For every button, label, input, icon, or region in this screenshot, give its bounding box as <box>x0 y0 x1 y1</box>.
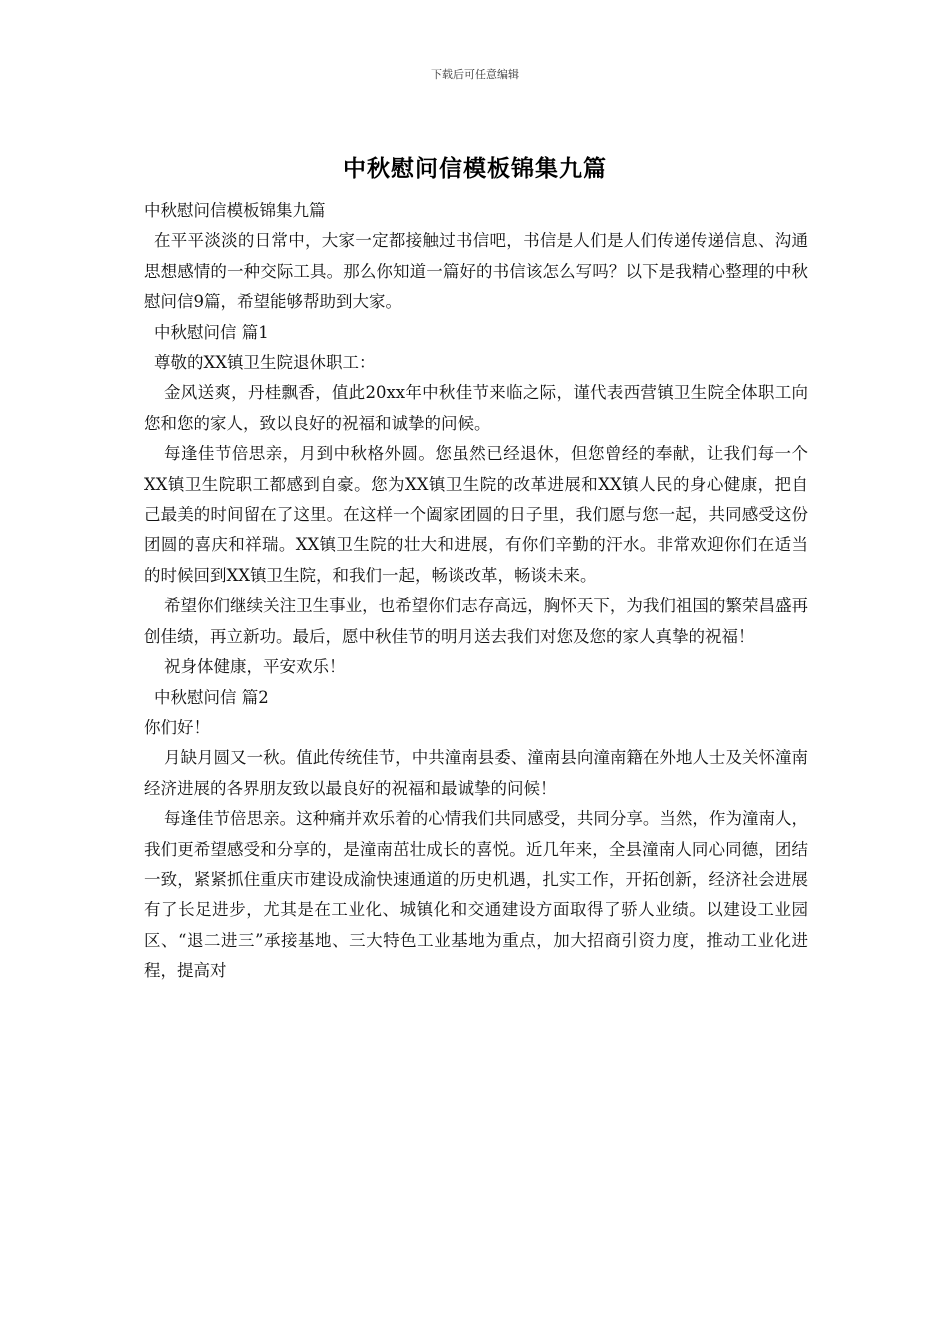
closing-wish: 祝身体健康，平安欢乐！ <box>164 657 346 677</box>
paragraph: 每逢佳节倍思亲。这种痛并欢乐着的心情我们共同感受，共同分享。当然，作为潼南人，我们更希望感受和分享的，是潼南茁壮成长的喜悦。近几年来，全县潼南人同心同德，团结一致，紧紧抓住重庆市建设成渝快速通道的历史机遇，扎实工作，开拓创新，经济社会进展有了长足进步，尤其是在工业化、城镇化和交通建设方面取得了骄人业绩。以建设工业园区、“退二进三”承接基地、三大特色工业基地为重点，加大招商引资力度，推动工业化进程，提高对 <box>144 809 808 981</box>
section-heading-2: 中秋慰问信 篇2 <box>154 687 269 707</box>
section-heading-1: 中秋慰问信 篇1 <box>154 322 269 342</box>
paragraph: 每逢佳节倍思亲，月到中秋格外圆。您虽然已经退休，但您曾经的奉献，让我们每一个XX镇卫生院职工都感到自豪。您为XX镇卫生院的改革进展和XX镇人民的身心健康，把自己最美的时间留在了这里。在这样一个阖家团圆的日子里，我们愿与您一起，共同感受这份团圆的喜庆和祥瑞。XX镇卫生院的壮大和进展，有你们辛勤的汗水。非常欢迎你们在适当的时候回到XX镇卫生院，和我们一起，畅谈改革，畅谈未来。 <box>144 444 808 585</box>
salutation-1: 尊敬的XX镇卫生院退休职工： <box>154 353 376 373</box>
header-note: 下载后可任意编辑 <box>431 68 519 81</box>
paragraph: 希望你们继续关注卫生事业，也希望你们志存高远，胸怀天下，为我们祖国的繁荣昌盛再创佳绩，再立新功。最后，愿中秋佳节的明月送去我们对您及您的家人真挚的祝福！ <box>144 596 808 646</box>
salutation-2: 你们好！ <box>144 717 210 737</box>
document-body <box>144 196 808 987</box>
document-title: 中秋慰问信模板锦集九篇 <box>343 155 607 182</box>
paragraph: 月缺月圆又一秋。值此传统佳节，中共潼南县委、潼南县向潼南籍在外地人士及关怀潼南经济进展的各界朋友致以最良好的祝福和最诚挚的问候！ <box>144 748 808 798</box>
paragraph-intro: 在平平淡淡的日常中，大家一定都接触过书信吧，书信是人们是人们传递传递信息、沟通思想感情的一种交际工具。那么你知道一篇好的书信该怎么写吗？以下是我精心整理的中秋慰问信9篇，希望能够帮助到大家。 <box>144 231 808 312</box>
paragraph-subtitle: 中秋慰问信模板锦集九篇 <box>144 201 326 220</box>
paragraph: 金风送爽，丹桂飘香，值此20xx年中秋佳节来临之际，谨代表西营镇卫生院全体职工向您和您的家人，致以良好的祝福和诚挚的问候。 <box>144 383 808 433</box>
